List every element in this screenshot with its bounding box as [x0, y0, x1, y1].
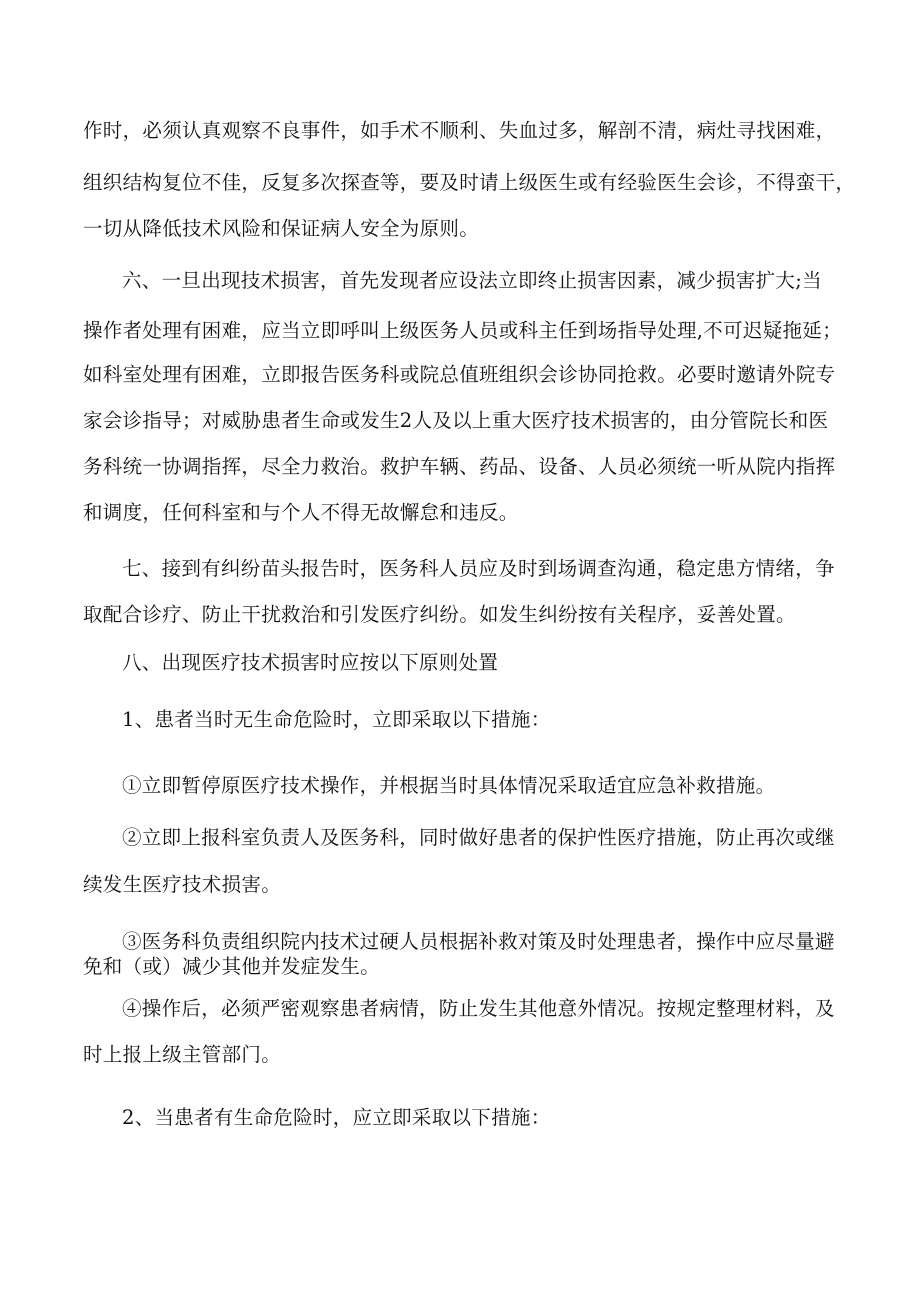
list-item: ①立即暂停原医疗技术操作，并根据当时具体情况采取适宜应急补救措施。: [122, 774, 776, 797]
paragraph-line: 续发生医疗技术损害。: [83, 873, 282, 896]
paragraph-line: 组织结构复位不佳，反复多次探查等，要及时请上级医生或有经验医生会诊，不得蛮干，: [83, 171, 856, 194]
paragraph-line: 如科室处理有困难，立即报告医务科或院总值班组织会诊协同抢救。必要时邀请外院专: [83, 363, 836, 386]
subsection-heading: 2、当患者有生命危险时，应立即采取以下措施：: [122, 1106, 551, 1129]
paragraph-line: 取配合诊疗、防止干扰救治和引发医疗纠纷。如发生纠纷按有关程序，妥善处置。: [83, 603, 796, 626]
paragraph-line: 家会诊指导；对威胁患者生命或发生2人及以上重大医疗技术损害的，由分管院长和医: [83, 409, 829, 432]
paragraph-line: 作时，必须认真观察不良事件，如手术不顺利、失血过多，解剖不清，病灶寻找困难，: [83, 119, 836, 142]
section-heading: 八、出现医疗技术损害时应按以下原则处置: [122, 651, 499, 674]
paragraph-line: 六、一旦出现技术损害，首先发现者应设法立即终止损害因素，减少损害扩大;当: [122, 269, 822, 292]
list-item: ④操作后，必须严密观察患者病情，防止发生其他意外情况。按规定整理材料，及: [122, 997, 835, 1020]
paragraph-line: 时上报上级主管部门。: [83, 1043, 282, 1066]
paragraph-line: 操作者处理有困难，应当立即呼叫上级医务人员或科主任到场指导处理,不可迟疑拖延；: [83, 319, 842, 342]
paragraph-line: 和调度，任何科室和与个人不得无故懈怠和违反。: [83, 501, 519, 524]
paragraph-line: 务科统一协调指挥，尽全力救治。救护车辆、药品、设备、人员必须统一听从院内指挥: [83, 455, 836, 478]
list-item: ②立即上报科室负责人及医务科，同时做好患者的保护性医疗措施，防止再次或继: [122, 826, 835, 849]
list-item: ③医务科负责组织院内技术过硬人员根据补救对策及时处理患者，操作中应尽量避: [122, 930, 835, 953]
subsection-heading: 1、患者当时无生命危险时，立即采取以下措施：: [122, 708, 551, 731]
paragraph-line: 一切从降低技术风险和保证病人安全为原则。: [83, 217, 480, 240]
paragraph-line: 七、接到有纠纷苗头报告时，医务科人员应及时到场调查沟通，稳定患方情绪，争: [122, 557, 835, 580]
paragraph-line: 免和（或）减少其他并发症发生。: [83, 955, 381, 978]
